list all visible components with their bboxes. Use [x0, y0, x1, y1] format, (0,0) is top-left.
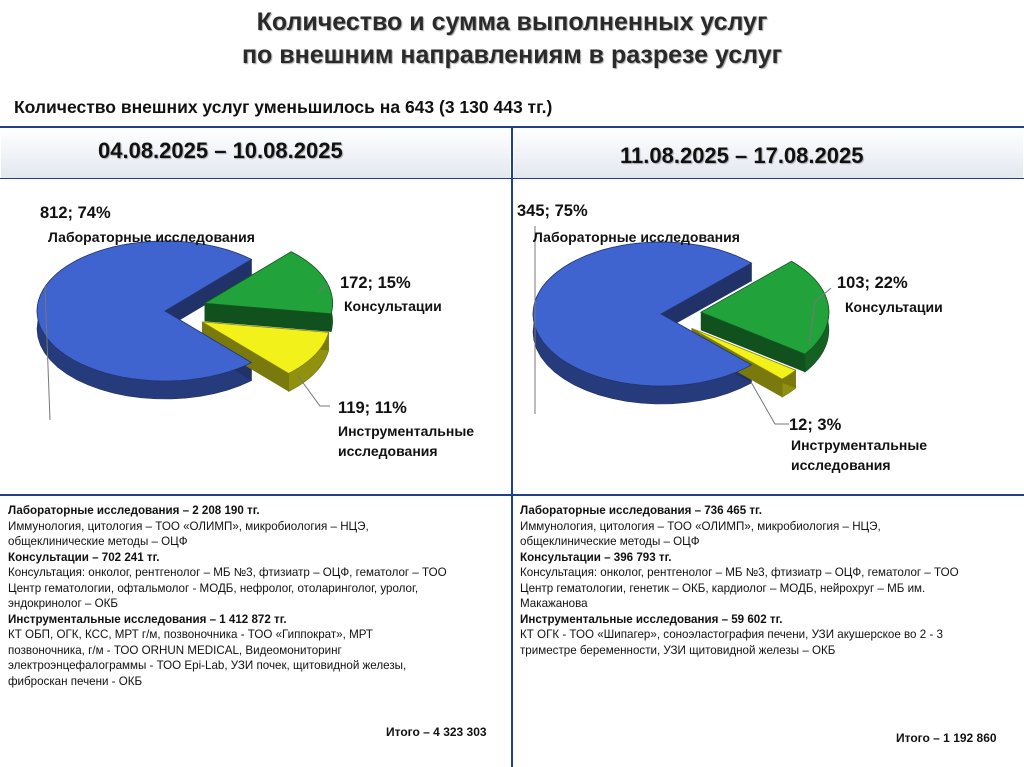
left-label-instr-category-1: Инструментальные: [338, 423, 475, 439]
note-heading: Инструментальные исследования – 1 412 872 тг.: [8, 612, 287, 626]
right-label-lab-value: 345; 75%: [517, 202, 588, 220]
right-total: Итого – 1 192 860: [896, 731, 997, 745]
note-line: Иммунология, цитология – ТОО «ОЛИМП», микробиология – НЦЭ,: [520, 519, 881, 533]
note-line: Центр гематологии, офтальмолог - МОДБ, нефролог, отоларинголог, уролог,: [8, 581, 419, 595]
note-line: фиброскан печени - ОКБ: [8, 674, 143, 688]
left-label-consult-category: Консультации: [344, 298, 442, 314]
title-line-1: Количество и сумма выполненных услуг: [256, 8, 768, 36]
right-period-header: 11.08.2025 – 17.08.2025: [620, 143, 864, 168]
left-label-consult-value: 172; 15%: [340, 274, 411, 292]
note-line: КТ ОБП, ОГК, КСС, МРТ г/м, позвоночника - ТОО «Гиппократ», МРТ: [8, 628, 374, 641]
right-label-consult-value: 103; 22%: [837, 274, 908, 292]
note-heading: Лабораторные исследования – 736 465 тг.: [520, 504, 762, 517]
left-pie-chart: [0, 184, 510, 489]
note-line: электроэнцефалограммы - ТОО Epi-Lab, УЗИ почек, щитовидной железы,: [8, 659, 407, 672]
note-line: Иммунология, цитология – ТОО «ОЛИМП», микробиология – НЦЭ,: [8, 519, 369, 533]
note-line: Центр гематологии, генетик – ОКБ, кардиолог – МОДБ, нейрохруг – МБ им.: [520, 581, 926, 595]
note-line: общеклинические методы – ОЦФ: [8, 535, 188, 548]
right-label-consult-category: Консультации: [845, 299, 943, 315]
note-line: эндокринолог – ОКБ: [8, 597, 118, 610]
right-pie-slices: [533, 242, 829, 404]
note-line: общеклинические методы – ОЦФ: [520, 535, 700, 548]
right-notes: [520, 503, 1020, 658]
right-label-instr-category-1: Инструментальные: [791, 437, 928, 453]
note-line: КТ ОГК - ТОО «Шипагер», соноэластография печени, УЗИ акушерское во 2 - 3: [520, 628, 943, 641]
right-pie-chart: [513, 184, 1023, 489]
note-line: Макажанова: [520, 597, 588, 610]
note-heading: Консультации – 702 241 тг.: [8, 550, 160, 564]
right-label-instr-category-2: исследования: [791, 457, 891, 473]
left-period-header: 04.08.2025 – 10.08.2025: [98, 138, 343, 163]
right-label-lab-category: Лабораторные исследования: [533, 229, 740, 245]
note-heading: Инструментальные исследования – 59 602 тг.: [520, 612, 783, 626]
left-label-instr-category-2: исследования: [338, 443, 438, 459]
title-line-2: по внешним направлениям в разрезе услуг: [241, 41, 783, 69]
note-line: Консультация: онколог, рентгенолог – МБ №3, фтизиатр – ОЦФ, гематолог – ТОО: [520, 566, 959, 579]
left-label-lab-value: 812; 74%: [40, 204, 111, 222]
left-total: Итого – 4 323 303: [386, 725, 487, 739]
left-label-lab-category: Лабораторные исследования: [48, 229, 255, 245]
right-label-instr-value: 12; 3%: [789, 416, 842, 434]
note-heading: Лабораторные исследования – 2 208 190 тг.: [8, 504, 260, 517]
note-line: триместре беременности, УЗИ щитовидной железы – ОКБ: [520, 643, 836, 657]
left-label-instr-value: 119; 11%: [338, 399, 407, 417]
note-line: Консультация: онколог, рентгенолог – МБ №3, фтизиатр – ОЦФ, гематолог – ТОО: [8, 566, 447, 579]
page-title: [0, 6, 1024, 72]
left-pie-slices: [37, 241, 333, 399]
note-line: позвоночника, г/м - ТОО ORHUN MEDICAL, Видеомониторинг: [8, 643, 342, 657]
left-notes: [8, 503, 504, 689]
subtitle: Количество внешних услуг уменьшилось на 643 (3 130 443 тг.): [14, 97, 553, 117]
note-heading: Консультации – 396 793 тг.: [520, 550, 672, 564]
